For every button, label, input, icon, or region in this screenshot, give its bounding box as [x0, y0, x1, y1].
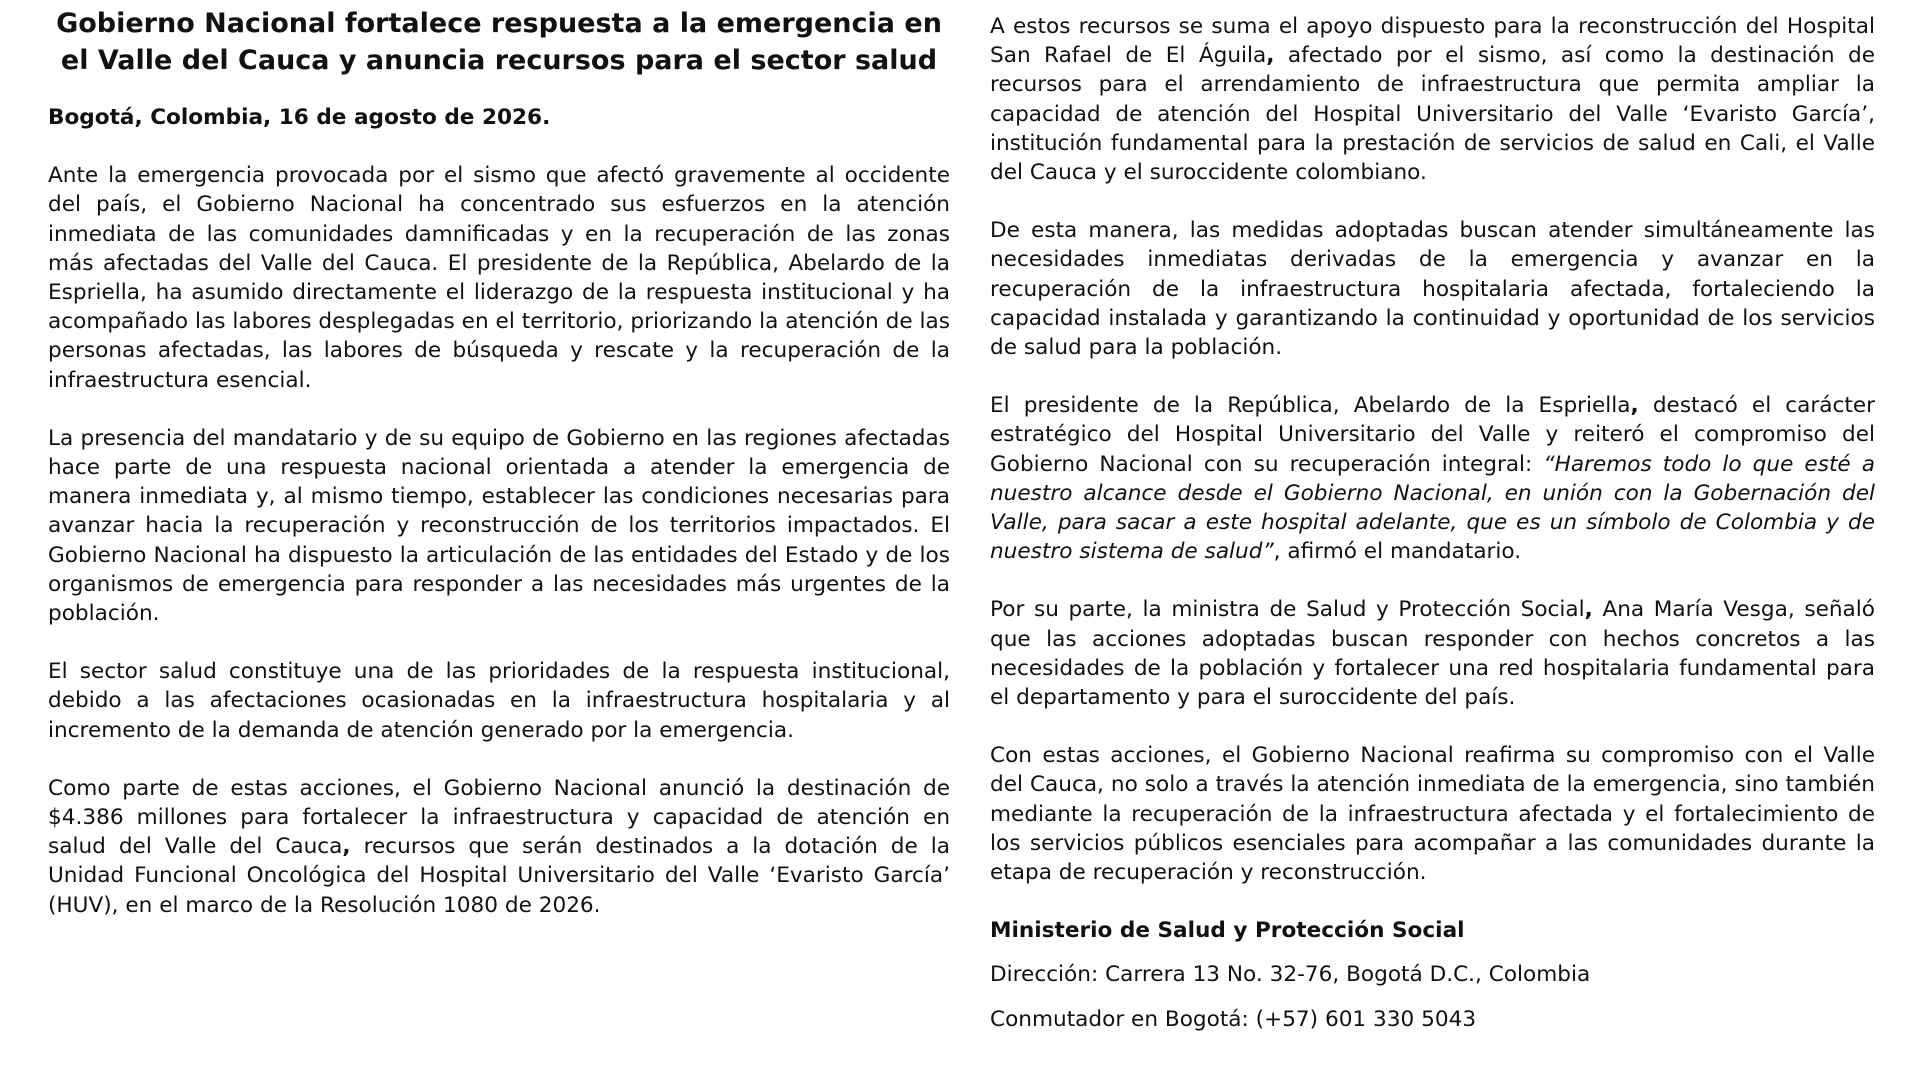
paragraph-minister-statement [990, 595, 1875, 712]
page-title: Gobierno Nacional fortalece respuesta a la emergencia en el Valle del Cauca y anuncia recursos para el sector salud [56, 8, 942, 76]
ministry-signature: Ministerio de Salud y Protección Social [990, 918, 1465, 944]
reconstruction-text-part2: afectado por el sismo, así como la destinación de recursos para el arrendamiento de infraestructura que permita ampliar la capacidad de atención del Hospital Universitario del Valle ‘Evaristo García’, institución fundamental para la prestación de servicios de salud en Cali, el Valle del Cauca y el suroccidente colombiano. [990, 43, 1875, 186]
paragraph-health-sector: El sector salud constituye una de las prioridades de la respuesta institucional, debido a las afectaciones ocasionadas en la infraestructura hospitalaria y al incremento de la demanda de atención generado por la emergencia. [48, 659, 950, 743]
president-bold-comma: , [1630, 393, 1639, 419]
paragraph-emergency-response: Ante la emergencia provocada por el sismo que afectó gravemente al occidente del país, el Gobierno Nacional ha concentrado sus esfuerzos en la atención inmediata de las comunidades damnificadas y en la recuperación de las zonas más afectadas del Valle del Cauca. El presidente de la República, Abelardo de la Espriella, ha asumido directamente el liderazgo de la respuesta institucional y ha acompañado las labores desplegadas en el territorio, priorizando la atención de las personas afectadas, las labores de búsqueda y rescate y la recuperación de la infraestructura esencial. [48, 163, 950, 393]
minister-text-part1: Por su parte, la ministra de Salud y Protección Social [990, 597, 1585, 623]
minister-bold-comma: , [1584, 597, 1593, 623]
reconstruction-text-part1: A estos recursos se suma el apoyo dispuesto para la reconstrucción del Hospital San Rafael de El Águila [990, 14, 1875, 69]
reconstruction-bold-comma: , [1266, 43, 1275, 69]
minister-text-part2: Ana María Vesga, señaló que las acciones adoptadas buscan responder con hechos concretos a las necesidades de la población y fortalecer una red hospitalaria fundamental para el departamento y para el suroccidente del país. [990, 597, 1875, 711]
paragraph-funding-announcement [48, 774, 950, 920]
contact-address: Dirección: Carrera 13 No. 32-76, Bogotá D.C., Colombia [990, 962, 1591, 988]
funding-bold-comma: , [342, 834, 351, 860]
paragraph-government-presence: La presencia del mandatario y de su equipo de Gobierno en las regiones afectadas hace parte de una respuesta nacional orientada a atender la emergencia de manera inmediata y, al mismo tiempo, establecer las condiciones necesarias para avanzar hacia la recuperación y reconstrucción de los territorios impactados. El Gobierno Nacional ha dispuesto la articulación de las entidades del Estado y de los organismos de emergencia para responder a las necesidades más urgentes de la población. [48, 425, 950, 627]
paragraph-measures-adopted: De esta manera, las medidas adoptadas buscan atender simultáneamente las necesidades inmediatas derivadas de la emergencia y avanzar en la recuperación de la infraestructura hospitalaria afectada, fortaleciendo la capacidad instalada y garantizando la continuidad y oportunidad de los servicios de salud para la población. [990, 218, 1875, 361]
funding-text-part1: Como parte de estas acciones, el Gobierno Nacional anunció la destinación de $4.386 millones para fortalecer la infraestructura y capacidad de atención en salud del Valle del Cauca [48, 775, 950, 860]
right-column [990, 0, 1875, 1034]
paragraph-president-quote [990, 391, 1875, 566]
president-quote: “Haremos todo lo que esté a nuestro alcance desde el Gobierno Nacional, en unión con la Gobernación del Valle, para sacar a este hospital adelante, que es un símbolo de Colombia y de nuestro sistema de salud” [990, 451, 1875, 565]
president-text-part3: , afirmó el mandatario. [1273, 539, 1522, 565]
paragraph-closing-commitment: Con estas acciones, el Gobierno Nacional reafirma su compromiso con el Valle del Cauca, no solo a través la atención inmediata de la emergencia, sino también mediante la recuperación de la infraestructura afectada y el fortalecimiento de los servicios públicos esenciales para acompañar a las comunidades durante la etapa de recuperación y reconstrucción. [990, 743, 1875, 886]
contact-phone: Conmutador en Bogotá: (+57) 601 330 5043 [990, 1006, 1477, 1032]
left-column [48, 0, 950, 920]
president-text-part1: El presidente de la República, Abelardo de la Espriella [990, 393, 1631, 419]
dateline: Bogotá, Colombia, 16 de agosto de 2026. [48, 105, 551, 130]
paragraph-hospital-reconstruction [990, 12, 1875, 187]
funding-text-part2: recursos que serán destinados a la dotación de la Unidad Funcional Oncológica del Hospital Universitario del Valle ‘Evaristo García’ (HUV), en el marco de la Resolución 1080 de 2026. [48, 834, 950, 918]
president-text-part2: destacó el carácter estratégico del Hospital Universitario del Valle y reiteró el compromiso del Gobierno Nacional con su recuperación integral: [990, 393, 1875, 477]
